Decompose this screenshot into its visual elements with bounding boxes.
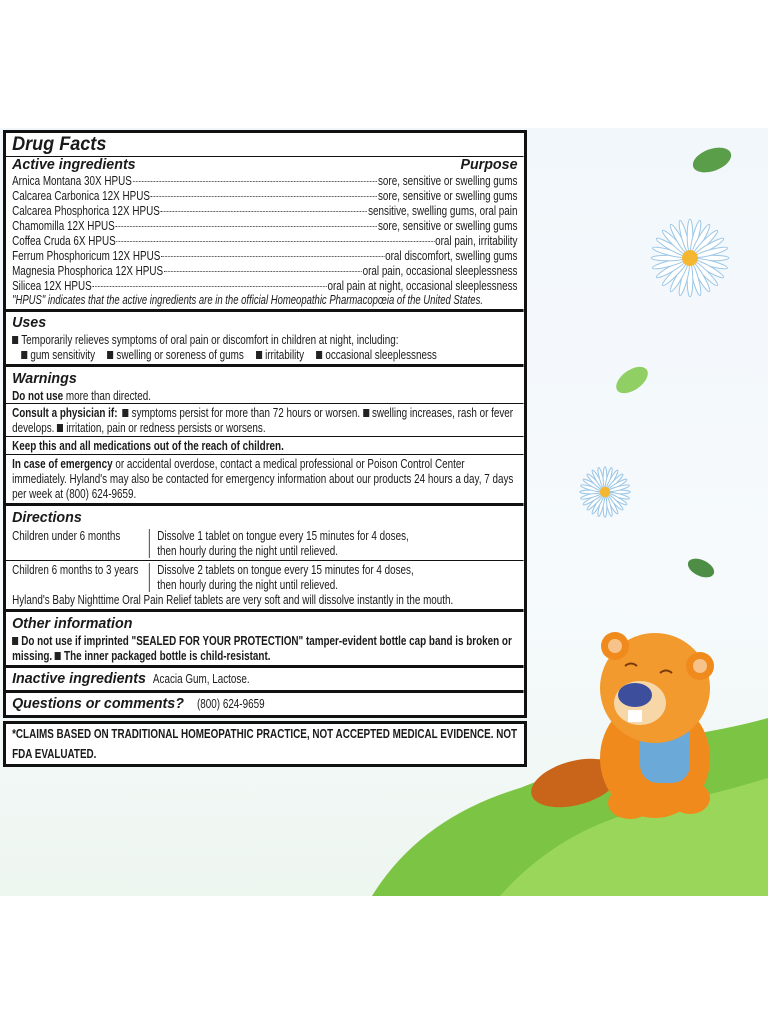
dot-leader: [116, 226, 378, 227]
warnings-section: [6, 364, 524, 503]
ingredient-row: [12, 248, 517, 263]
uses-intro: Temporarily relieves symptoms of oral pain or discomfort in children at night, including:: [21, 332, 399, 347]
ingredient-row: [12, 278, 517, 293]
directions-heading: Directions: [12, 509, 82, 526]
dot-leader: [164, 271, 362, 272]
ingredient-purpose: oral pain at night, occasional sleeplessness: [327, 278, 518, 293]
do-not-use-label: Do not use: [12, 388, 64, 403]
daisy-icon: [651, 219, 729, 297]
direction-text: then hourly during the night until relieved.: [157, 576, 338, 592]
leaf-icon: [612, 361, 653, 398]
bullet-icon: [55, 652, 61, 660]
ingredient-name: Silicea 12X HPUS: [12, 278, 92, 293]
direction-text: then hourly during the night until relieved.: [157, 542, 338, 558]
dot-leader: [133, 181, 378, 182]
page-title: Drug Facts: [12, 134, 107, 155]
uses-heading: Uses: [12, 314, 47, 331]
direction-age: Children 6 months to 3 years: [12, 562, 139, 577]
inactive-ingredients-section: [6, 665, 524, 690]
ingredient-purpose: sore, sensitive or swelling gums: [377, 218, 518, 233]
bullet-icon: [316, 351, 322, 359]
bear-illustration: [526, 632, 714, 819]
ingredient-name: Magnesia Phosphorica 12X HPUS: [12, 263, 164, 278]
uses-item: [256, 347, 304, 362]
inactive-ingredients-heading: Inactive ingredients: [12, 670, 146, 687]
ingredient-purpose: oral pain, occasional sleeplessness: [362, 263, 518, 278]
consult-item: swelling increases, rash or fever develops.: [12, 405, 514, 435]
ingredient-name: Arnica Montana 30X HPUS: [12, 173, 132, 188]
ingredient-purpose: sore, sensitive or swelling gums: [377, 173, 518, 188]
ingredient-name: Calcarea Phosphorica 12X HPUS: [12, 203, 160, 218]
questions-section: [6, 690, 524, 715]
ingredient-row: [12, 218, 517, 233]
bullet-icon: [12, 637, 18, 645]
direction-age: Children under 6 months: [12, 528, 121, 543]
dot-leader: [151, 196, 378, 197]
dot-leader: [92, 286, 326, 287]
directions-note: Hyland's Baby Nighttime Oral Pain Relief tablets are very soft and will dissolve instantly in the mouth.: [12, 592, 454, 607]
ingredient-name: Chamomilla 12X HPUS: [12, 218, 115, 233]
inactive-ingredients-text: Acacia Gum, Lactose.: [152, 671, 250, 686]
daisy-icon: [580, 467, 630, 517]
bullet-icon: [123, 409, 129, 417]
disclaimer-box: [3, 721, 527, 767]
consult-item: irritation, pain or redness persists or worsens.: [66, 420, 266, 435]
bullet-icon: [57, 424, 63, 432]
bullet-icon: [107, 351, 113, 359]
bullet-icon: [363, 409, 369, 417]
purpose-heading: Purpose: [460, 156, 518, 173]
bullet-icon: [21, 351, 27, 359]
bullet-icon: [256, 351, 262, 359]
uses-item-text: irritability: [265, 347, 305, 362]
uses-item-text: gum sensitivity: [30, 347, 96, 362]
dot-leader: [116, 241, 434, 242]
ingredient-row: [12, 203, 517, 218]
ingredient-name: Calcarea Carbonica 12X HPUS: [12, 188, 150, 203]
ingredient-purpose: sensitive, swelling gums, oral pain: [368, 203, 518, 218]
uses-section: [6, 309, 524, 364]
dot-leader: [161, 211, 368, 212]
other-item: The inner packaged bottle is child-resistant.: [64, 648, 271, 663]
drug-facts-panel: [3, 130, 527, 718]
active-ingredients-section: [6, 157, 524, 309]
other-information-section: [6, 609, 524, 665]
active-ingredients-heading: Active ingredients: [12, 156, 136, 173]
leaf-icon: [689, 143, 734, 177]
label-wrapper: [3, 130, 527, 767]
questions-phone: (800) 624-9659: [197, 696, 265, 711]
keep-out-of-reach: Keep this and all medications out of the reach of children.: [12, 438, 284, 453]
ingredient-name: Ferrum Phosphoricum 12X HPUS: [12, 248, 161, 263]
bullet-icon: [12, 336, 18, 344]
other-information-heading: Other information: [12, 615, 133, 632]
other-item: Do not use if imprinted "SEALED FOR YOUR PROTECTION" tamper-evident bottle cap band is broken or missing.: [12, 633, 512, 663]
ingredient-name: Coffea Cruda 6X HPUS: [12, 233, 116, 248]
leaf-icon: [685, 555, 717, 581]
directions-section: [6, 503, 524, 609]
emergency-label: In case of emergency: [12, 456, 113, 471]
ingredient-row: [12, 233, 517, 248]
questions-heading: Questions or comments?: [12, 695, 184, 712]
consult-item: symptoms persist for more than 72 hours or worsen.: [131, 405, 361, 420]
uses-item: [107, 347, 244, 362]
ingredient-row: [12, 263, 517, 278]
ingredient-purpose: oral pain, irritability: [435, 233, 518, 248]
ingredient-row: [12, 173, 517, 188]
ingredient-purpose: sore, sensitive or swelling gums: [377, 188, 518, 203]
ingredient-row: [12, 188, 517, 203]
uses-item-text: occasional sleeplessness: [325, 347, 437, 362]
consult-label: Consult a physician if:: [12, 405, 118, 420]
uses-item: [316, 347, 437, 362]
hpus-note: "HPUS" indicates that the active ingredients are in the official Homeopathic Pharmacopœia of the United States.: [12, 293, 483, 307]
emergency-text: or accidental overdose, contact a medical professional or Poison Control Center immediately. Hyland's may also be contacted for emergency information about our products 24 hours a day, 7 days per week at (800) 624-9659.: [12, 456, 514, 501]
do-not-use-text: more than directed.: [63, 388, 152, 403]
direction-text: Dissolve 2 tablets on tongue every 15 minutes for 4 doses,: [157, 562, 414, 577]
uses-item: [21, 347, 95, 362]
ingredient-purpose: oral discomfort, swelling gums: [385, 248, 518, 263]
disclaimer-text: *CLAIMS BASED ON TRADITIONAL HOMEOPATHIC PRACTICE, NOT ACCEPTED MEDICAL EVIDENCE. NOT FDA EVALUATED.: [12, 726, 518, 761]
dot-leader: [161, 256, 384, 257]
direction-text: Dissolve 1 tablet on tongue every 15 minutes for 4 doses,: [157, 528, 409, 543]
warnings-heading: Warnings: [12, 370, 77, 387]
uses-item-text: swelling or soreness of gums: [116, 347, 244, 362]
